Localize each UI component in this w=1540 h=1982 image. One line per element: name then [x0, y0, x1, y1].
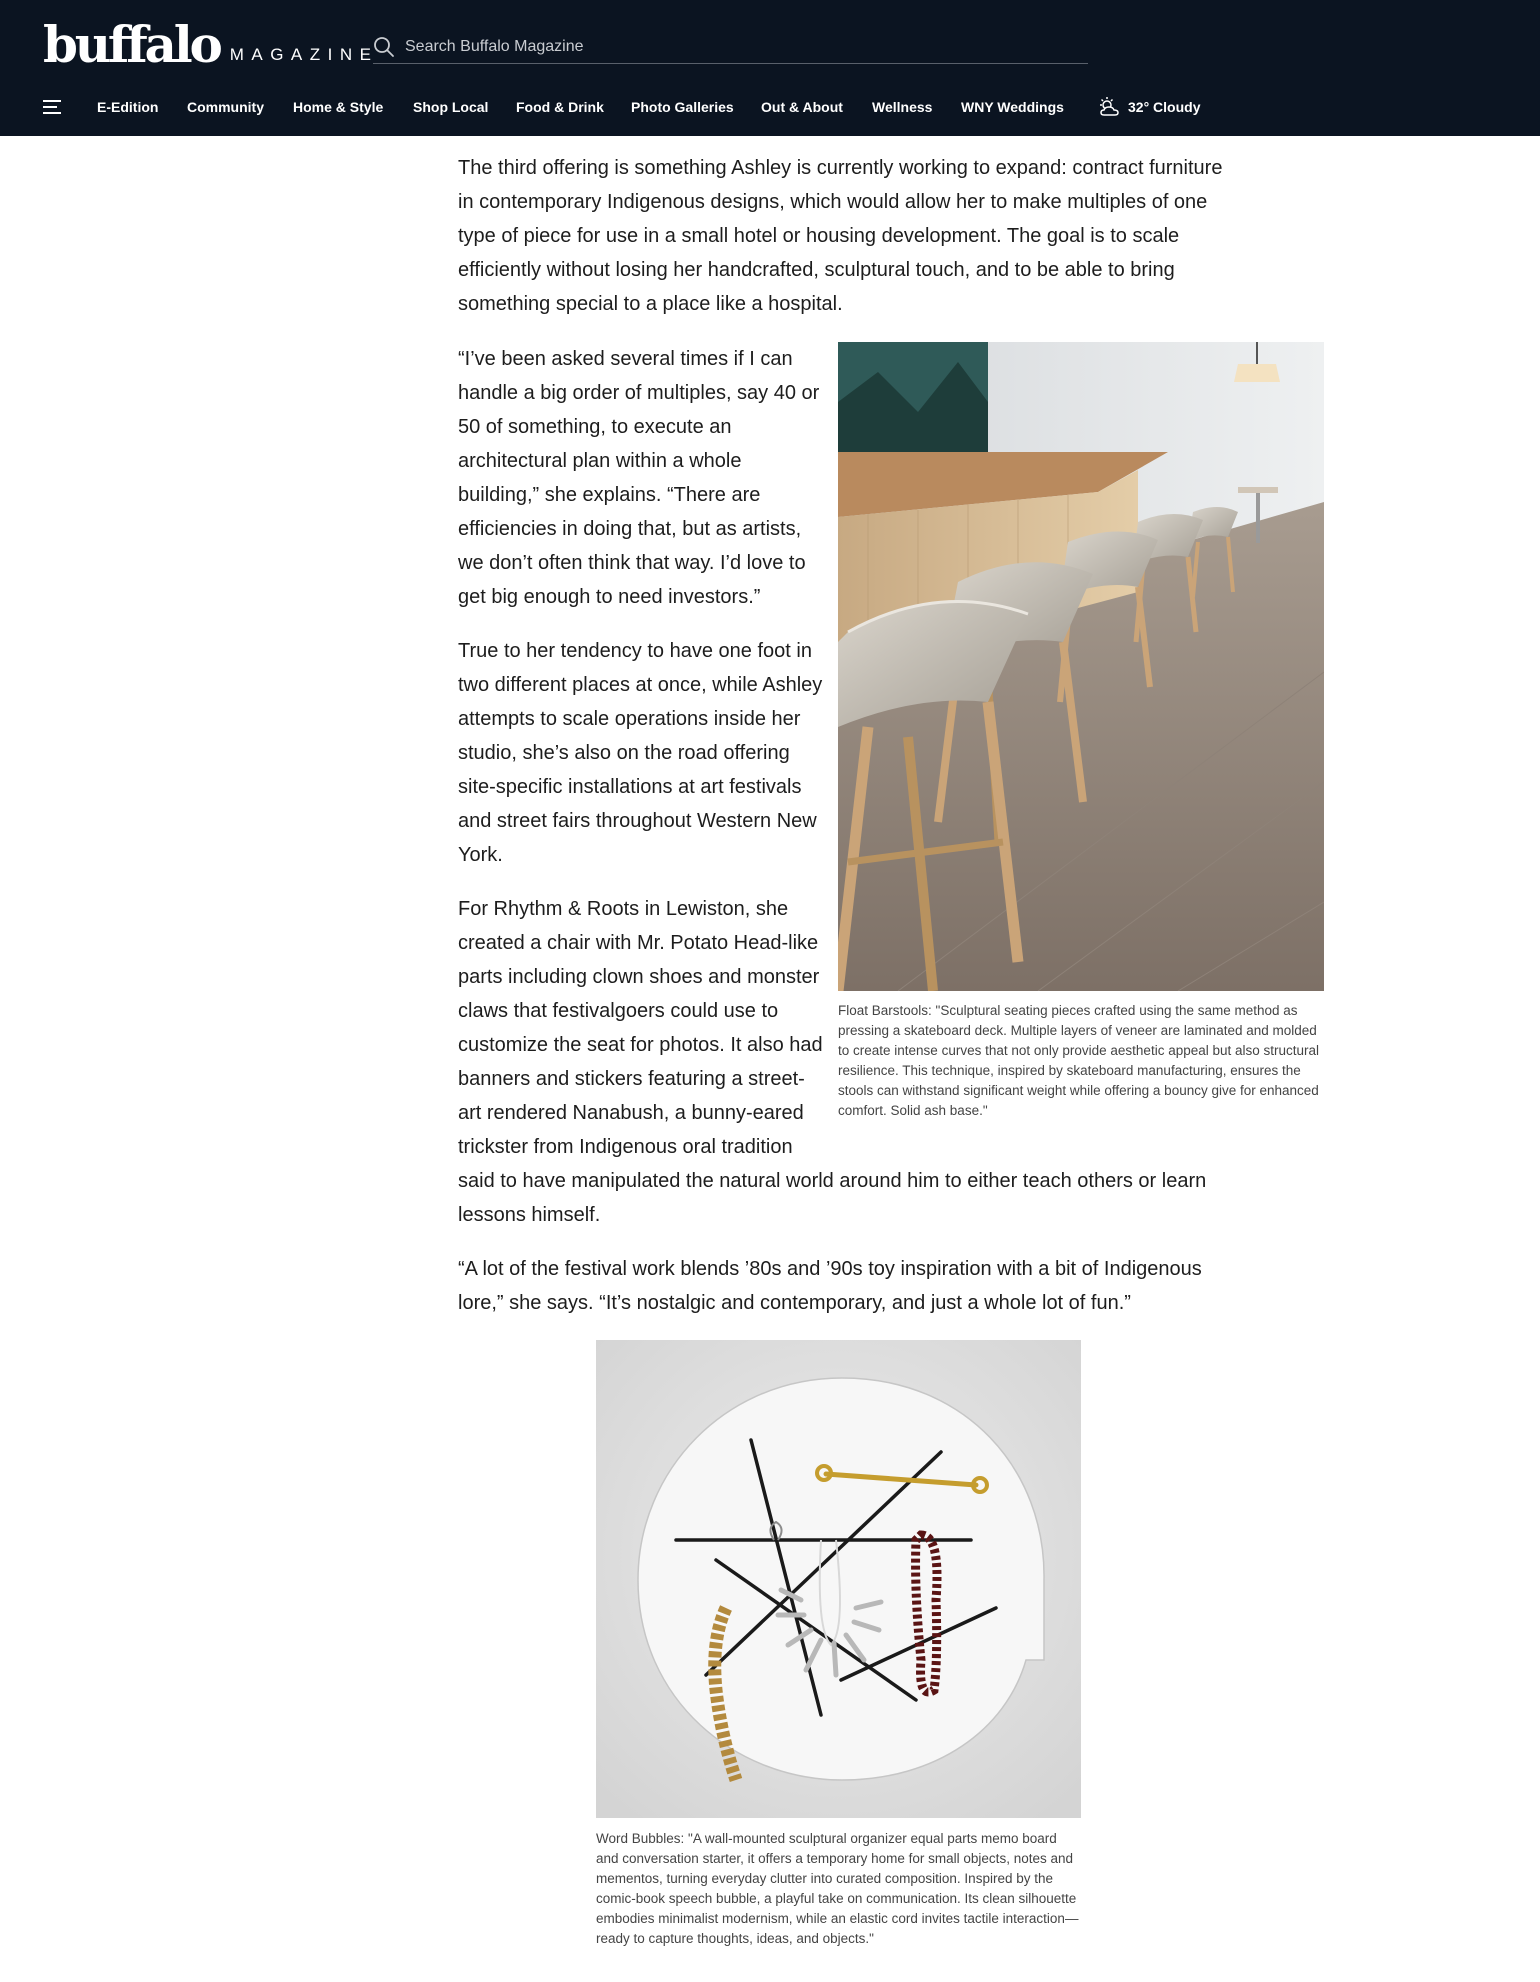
article-paragraph: “A lot of the festival work blends ’80s and ’90s toy inspiration with a bit of Indigenous lore,” she says. “It’s nostalgic and contemporary, and just a whole lot of fun.” — [458, 1258, 1202, 1314]
nav-item-wellness[interactable]: Wellness — [872, 99, 933, 115]
nav-item-wny-weddings[interactable]: WNY Weddings — [961, 99, 1064, 115]
weather-widget[interactable] — [1098, 96, 1201, 118]
hamburger-menu-icon[interactable] — [43, 99, 61, 115]
nav-item-home-style[interactable]: Home & Style — [293, 99, 384, 115]
nav-item-photo-galleries[interactable]: Photo Galleries — [631, 99, 734, 115]
main-nav — [0, 92, 1540, 124]
article-paragraph: “I’ve been asked several times if I can handle a big order of multiples, say 40 or 50 of something, to execute an architectural plan within a whole building,” she explains. “There are efficiencies in doing that, but as artists, we don’t often think that way. I’d love to get big enough to need investors.” — [458, 348, 820, 608]
paragraph-line: trickster from Indigenous oral tradition — [458, 1136, 793, 1158]
article-paragraph: True to her tendency to have one foot in two different places at once, while Ashley attempts to scale operations inside her studio, she’s also on the road offering site-specific installations at art festivals and street fairs throughout Western New York. — [458, 640, 823, 866]
nav-item-shop-local[interactable]: Shop Local — [413, 99, 489, 115]
weather-text: 32° Cloudy — [1128, 99, 1201, 115]
paragraph-line: art rendered Nanabush, a bunny-eared — [458, 1102, 804, 1124]
paragraph-line: parts including clown shoes and monster — [458, 966, 820, 988]
nav-item-food-drink[interactable]: Food & Drink — [516, 99, 604, 115]
barstools-photo[interactable] — [838, 342, 1324, 991]
paragraph-line: claws that festivalgoers could use to — [458, 1000, 779, 1022]
figure-caption: Word Bubbles: "A wall-mounted sculptural organizer equal parts memo board and conversation starter, it offers a temporary home for small objects, notes and mementos, turning everyday clutter into curated composition. Inspired by the comic-book speech bubble, a playful take on communication. Its clean silhouette embodies minimalist modernism, while an elastic cord invites tactile interaction—ready to capture thoughts, ideas, and objects." — [596, 1831, 1079, 1946]
article-paragraph: The third offering is something Ashley is currently working to expand: contract furniture in contemporary Indigenous designs, which would allow her to make multiples of one type of piece for use in a small hotel or housing development. The goal is to scale efficiently without losing her handcrafted, sculptural touch, and to be able to bring something special to a place like a hospital. — [458, 157, 1223, 315]
word-bubbles-photo[interactable] — [596, 1340, 1081, 1818]
paragraph-line: banners and stickers featuring a street- — [458, 1068, 805, 1090]
word-bubbles-illustration — [596, 1340, 1081, 1818]
nav-item-out-about[interactable]: Out & About — [761, 99, 843, 115]
site-header — [0, 0, 1540, 136]
site-logo[interactable] — [43, 15, 379, 74]
search-icon[interactable] — [373, 36, 395, 58]
paragraph-line: customize the seat for photos. It also had — [458, 1034, 823, 1056]
search-bar — [373, 30, 1088, 64]
paragraph-line: said to have manipulated the natural world around him to either teach others or learn — [458, 1170, 1207, 1192]
figure-caption: Float Barstools: "Sculptural seating pieces crafted using the same method as pressing a skateboard deck. Multiple layers of veneer are laminated and molded to create intense curves that not only provide aesthetic appeal but also structural resilience. This technique, inspired by skateboard manufacturing, ensures the stools can withstand significant weight while offering a bouncy give for enhanced comfort. Solid ash base." — [838, 1003, 1320, 1118]
nav-item-e-edition[interactable]: E-Edition — [97, 99, 159, 115]
logo-subtitle: MAGAZINE — [229, 45, 379, 64]
partly-cloudy-icon — [1098, 96, 1122, 118]
paragraph-line: created a chair with Mr. Potato Head-like — [458, 932, 819, 954]
barstools-illustration — [838, 342, 1324, 991]
nav-item-community[interactable]: Community — [187, 99, 264, 115]
paragraph-line: For Rhythm & Roots in Lewiston, she — [458, 898, 789, 920]
logo-wordmark: buffalo — [43, 15, 220, 74]
paragraph-line: lessons himself. — [458, 1204, 601, 1226]
search-input[interactable] — [405, 32, 1065, 62]
